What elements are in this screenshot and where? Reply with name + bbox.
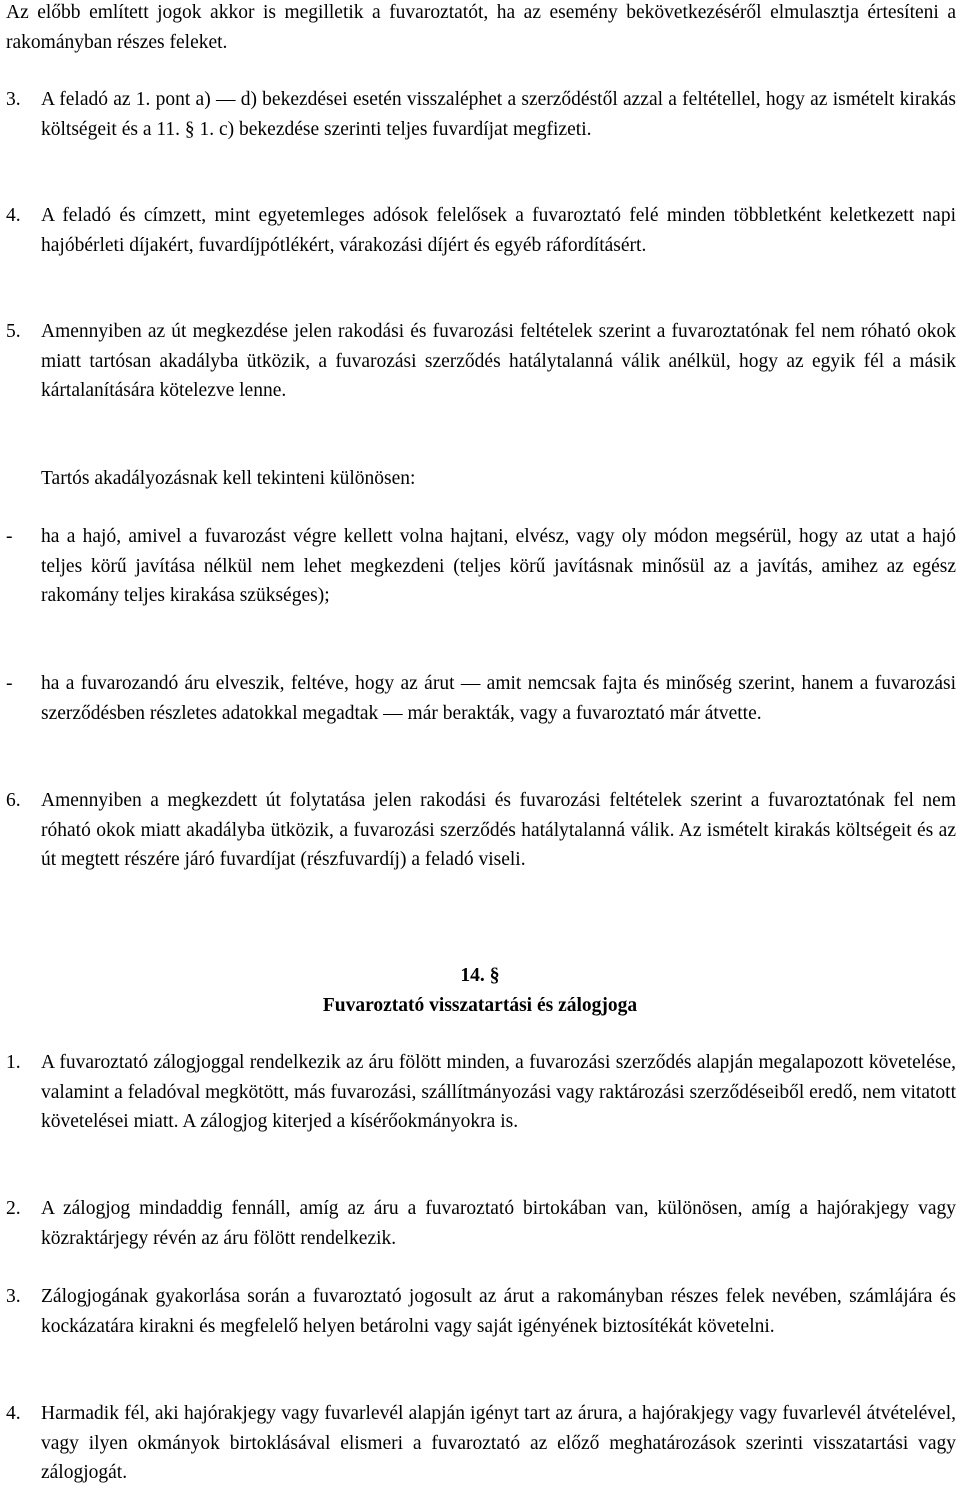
subheading-text: Tartós akadályozásnak kell tekinteni különösen: (41, 468, 416, 489)
paragraph-number: 3. (6, 1286, 21, 1307)
section-symbol: § (489, 964, 500, 986)
paragraph-text: A zálogjog mindaddig fennáll, amíg az áru a fuvaroztató birtokában van, különösen, amíg a hajórakjegy vagy közraktárjegy révén az áru fölött rendelkezik. (41, 1198, 956, 1249)
dash-item-text: ha a hajó, amivel a fuvarozást végre kellett volna hajtani, elvész, vagy oly módon megsérül, hogy az utat a hajó teljes körű javítása nélkül nem lehet megkezdeni (teljes körű javításnak minősül az a javítás, amihez az egész rakomány teljes kirakása szükséges); (41, 526, 956, 606)
paragraph-4 (6, 201, 956, 260)
section-paragraph-2 (6, 1194, 956, 1253)
paragraph-5 (6, 317, 956, 406)
paragraph-text: Amennyiben a megkezdett út folytatása jelen rakodási és fuvarozási feltételek szerint a fuvaroztatónak fel nem róható okok miatt akadályba ütközik, a fuvarozási szerződés hatálytalanná válik. Az ismételt kirakás költségeit és az út megtett részére járó fuvardíjat (részfuvardíj) a feladó viseli. (41, 790, 956, 870)
paragraph-number: 4. (6, 1403, 21, 1424)
section-paragraph-4 (6, 1399, 956, 1488)
dash-item-1 (6, 522, 956, 611)
section-number: 14. (460, 965, 485, 986)
paragraph-intro (6, 0, 956, 57)
paragraph-number: 2. (6, 1198, 21, 1219)
dash-marker: - (6, 526, 13, 547)
paragraph-text: A feladó az 1. pont a) — d) bekezdései esetén visszaléphet a szerződéstől azzal a feltétellel, hogy az ismételt kirakás költségeit és a 11. § 1. c) bekezdése szerinti teljes fuvardíjat megfizeti. (41, 89, 956, 140)
paragraph-text: Az előbb említett jogok akkor is megilletik a fuvaroztatót, ha az esemény bekövetkezéséről elmulasztja értesíteni a rakományban részes feleket. (6, 2, 956, 53)
paragraph-5-subheading (6, 464, 956, 494)
dash-item-text: ha a fuvarozandó áru elveszik, feltéve, hogy az árut — amit nemcsak fajta és minőség szerint, hanem a fuvarozási szerződésben részletes adatokkal megadtak — már berakták, vagy a fuvaroztató már átvette. (41, 673, 956, 724)
paragraph-number: 6. (6, 790, 21, 811)
section-title: Fuvaroztató visszatartási és zálogjoga (322, 995, 638, 1016)
dash-marker: - (6, 673, 13, 694)
paragraph-number: 5. (6, 321, 21, 342)
dash-item-2 (6, 669, 956, 728)
section-paragraph-3 (6, 1282, 956, 1341)
paragraph-text: A feladó és címzett, mint egyetemleges adósok felelősek a fuvaroztató felé minden többletként keletkezett napi hajóbérleti díjakért, fuvardíjpótlékért, várakozási díjért és egyéb ráfordításért. (41, 205, 956, 256)
paragraph-number: 3. (6, 89, 21, 110)
paragraph-text: A fuvaroztató zálogjoggal rendelkezik az áru fölött minden, a fuvarozási szerződés alapján megalapozott követelése, valamint a feladóval megkötött, más fuvarozási, szállítmányozási vagy raktározási szerződéseiből eredő, nem vitatott követelései miatt. A zálogjog kiterjed a kísérőokmányokra is. (41, 1052, 956, 1132)
paragraph-3 (6, 85, 956, 144)
section-number-line (0, 961, 960, 991)
section-paragraph-1 (6, 1048, 956, 1137)
paragraph-number: 4. (6, 205, 21, 226)
paragraph-6 (6, 786, 956, 875)
paragraph-text: Harmadik fél, aki hajórakjegy vagy fuvarlevél alapján igényt tart az árura, a hajórakjegy vagy fuvarlevél átvételével, vagy ilyen okmányok birtoklásával elismeri a fuvaroztató az előző meghatározások szerinti visszatartási vagy zálogjogát. (41, 1403, 956, 1483)
paragraph-text: Zálogjogának gyakorlása során a fuvaroztató jogosult az árut a rakományban részes felek nevében, számlájára és kockázatára kirakni és megfelelő helyen betárolni vagy saját igényének biztosítékát követelni. (41, 1286, 956, 1337)
paragraph-number: 1. (6, 1052, 21, 1073)
paragraph-text: Amennyiben az út megkezdése jelen rakodási és fuvarozási feltételek szerint a fuvaroztatónak fel nem róható okok miatt tartósan akadályba ütközik, a fuvarozási szerződés hatálytalanná válik anélkül, hogy az egyik fél a másik kártalanítására kötelezve lenne. (41, 321, 956, 401)
